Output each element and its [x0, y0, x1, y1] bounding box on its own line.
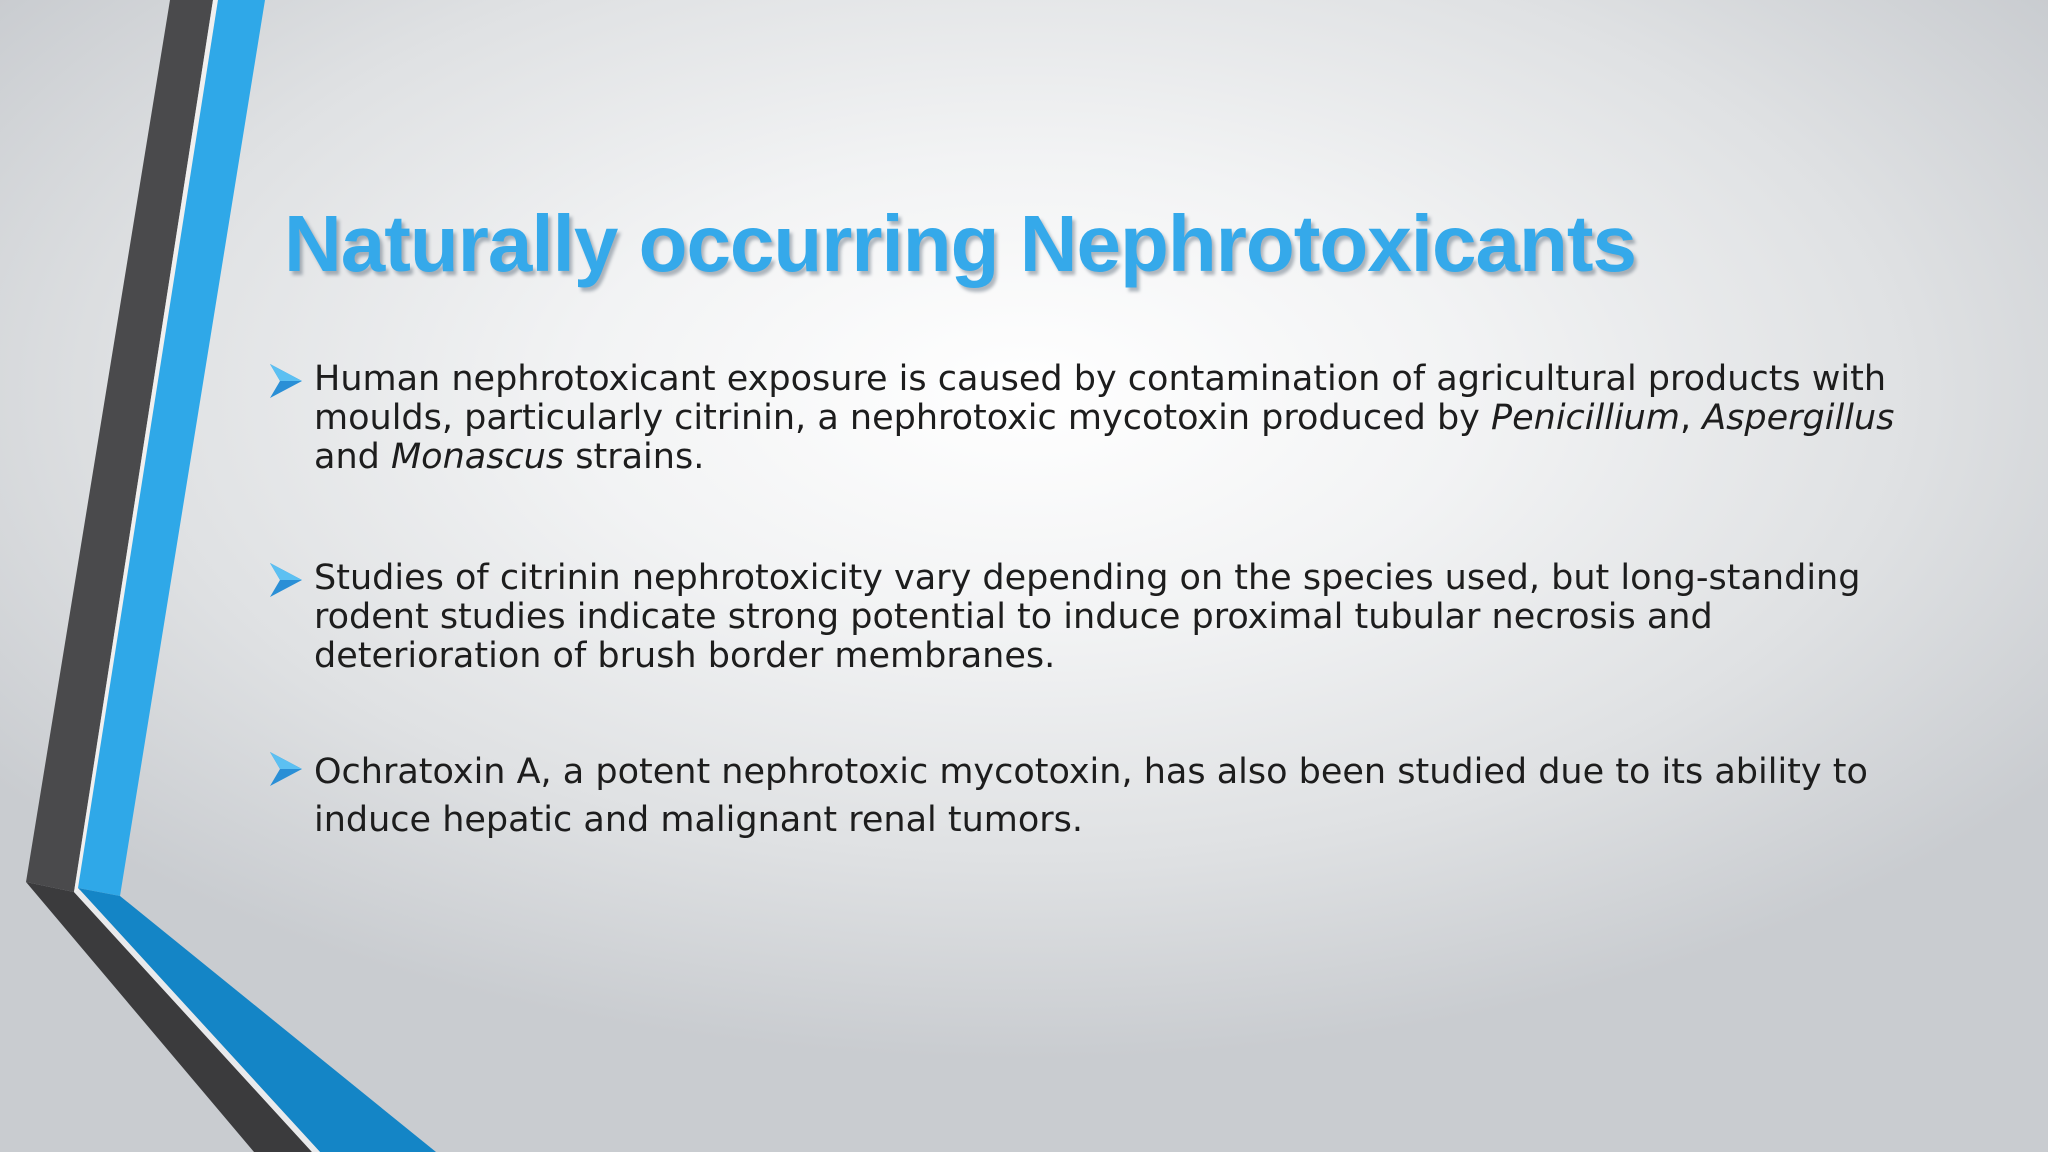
- genus-name: Monascus: [390, 437, 565, 477]
- arrow-bullet-icon: [268, 750, 304, 788]
- slide-title: Naturally occurring Nephrotoxicants: [284, 199, 1636, 288]
- bullet-list: [268, 360, 1928, 844]
- light-stripe-diagonal: [74, 890, 320, 1152]
- genus-name: Aspergillus: [1702, 398, 1895, 438]
- bullet-item: [268, 559, 1928, 676]
- arrow-bullet-icon: [268, 362, 304, 400]
- bullet-text: Human nephrotoxicant exposure is caused by contamination of agricultural products with moulds, particularly citrinin, a nephrotoxic mycotoxin produced by Penicillium, Aspergillus and Monascus strains.: [314, 359, 1895, 477]
- light-stripe-vertical: [74, 0, 218, 892]
- bullet-item: [268, 360, 1928, 477]
- arrow-bullet-icon: [268, 561, 304, 599]
- bullet-text: Studies of citrinin nephrotoxicity vary depending on the species used, but long-standing rodent studies indicate strong potential to induce proximal tubular necrosis and deterioration of brush border membranes.: [314, 558, 1861, 676]
- genus-name: Penicillium: [1491, 398, 1680, 438]
- bullet-text: Ochratoxin A, a potent nephrotoxic mycotoxin, has also been studied due to its ability to induce hepatic and malignant renal tumors.: [314, 752, 1868, 840]
- bullet-item: [268, 748, 1928, 844]
